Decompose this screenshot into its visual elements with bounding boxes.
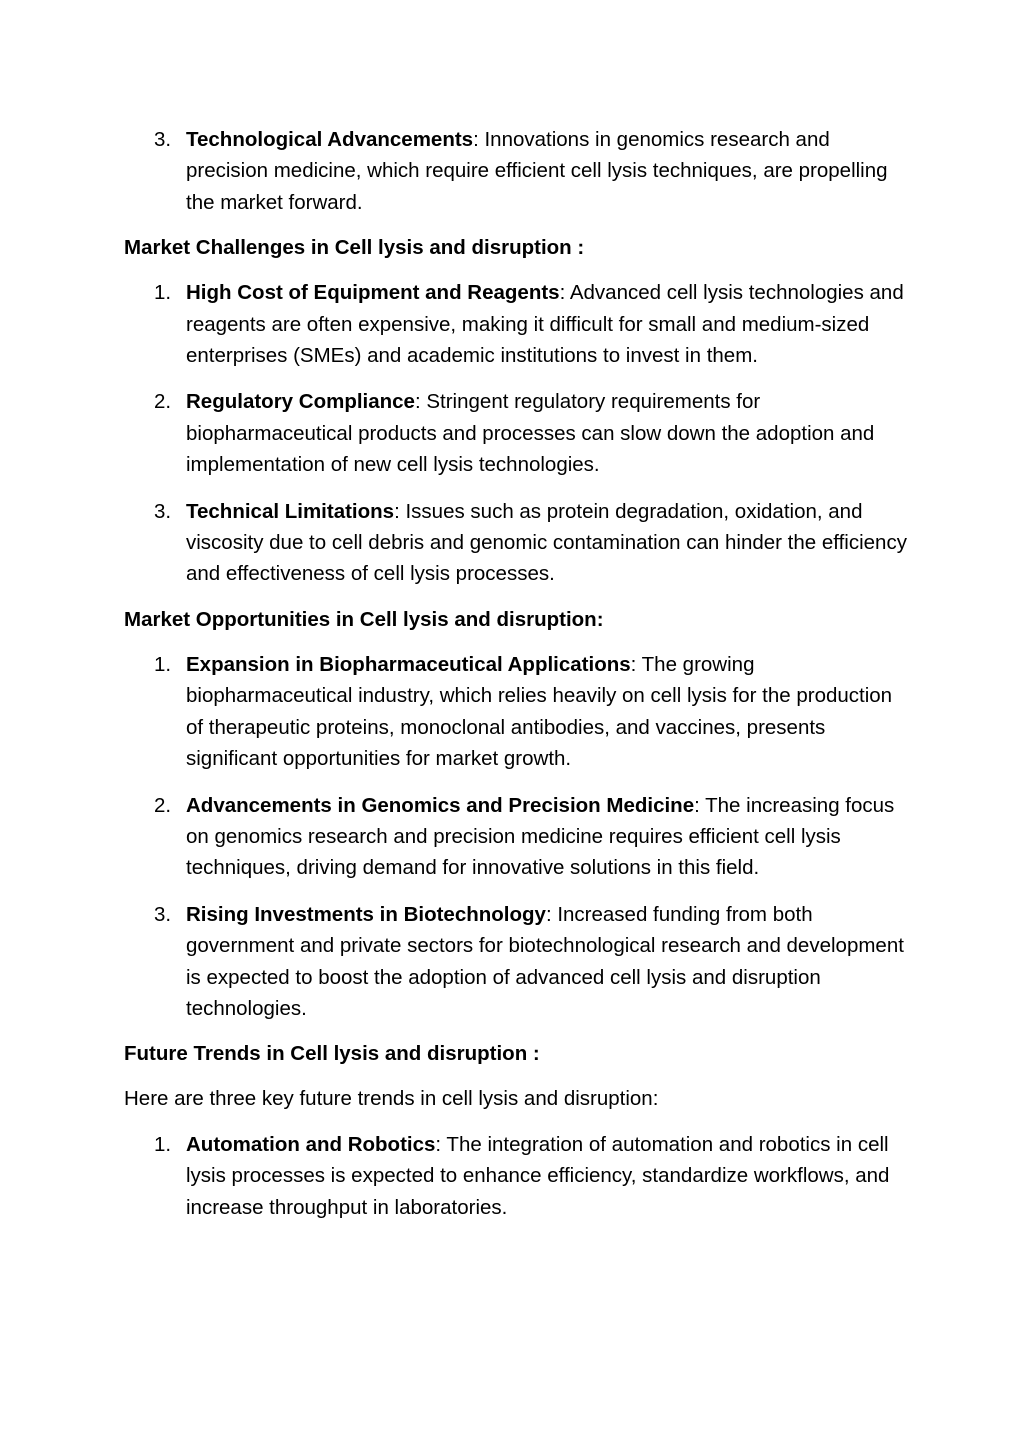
- list-number: 3.: [154, 902, 172, 926]
- list-number: 3.: [154, 128, 172, 151]
- item-description: : Issues such as protein degradation, oxidation, and viscosity due to cell debris and genomic contamination can hinder the efficiency and effectiveness of cell lysis processes.: [186, 499, 907, 586]
- section-heading-challenges: Market Challenges in Cell lysis and disruption :: [124, 236, 585, 260]
- list-number: 3.: [154, 499, 172, 523]
- item-term: Regulatory Compliance: [186, 390, 415, 414]
- item-term: Expansion in Biopharmaceutical Applications: [186, 652, 631, 676]
- item-description: : The increasing focus on genomics research and precision medicine requires efficient cell lysis techniques, driving demand for innovative solutions in this field.: [186, 793, 895, 880]
- list-item: [124, 124, 914, 218]
- item-term: Rising Investments in Biotechnology: [186, 902, 546, 926]
- item-term: Automation and Robotics: [186, 1132, 436, 1156]
- item-description: : Stringent regulatory requirements for biopharmaceutical products and processes can slow down the adoption and implementation of new cell lysis technologies.: [186, 390, 875, 477]
- item-term: High Cost of Equipment and Reagents: [186, 281, 560, 305]
- trends-list: [124, 1129, 914, 1223]
- section-heading-trends: Future Trends in Cell lysis and disruption :: [124, 1042, 540, 1066]
- list-item: [124, 496, 914, 590]
- trends-intro: Here are three key future trends in cell lysis and disruption:: [124, 1087, 659, 1111]
- item-description: : Increased funding from both government and private sectors for biotechnological research and development is expected to boost the adoption of advanced cell lysis and disruption technologies.: [186, 902, 904, 1020]
- list-item: [124, 649, 914, 775]
- opportunities-list: [124, 649, 914, 1024]
- item-term: Advancements in Genomics and Precision Medicine: [186, 793, 695, 817]
- section-heading-opportunities: Market Opportunities in Cell lysis and disruption:: [124, 607, 604, 631]
- list-item: [124, 277, 914, 371]
- list-item: [124, 386, 914, 480]
- list-number: 1.: [154, 652, 172, 676]
- list-number: 1.: [154, 1132, 172, 1156]
- item-description: : The growing biopharmaceutical industry, which relies heavily on cell lysis for the production of therapeutic proteins, monoclonal antibodies, and vaccines, presents significant opportunities for market growth.: [186, 652, 893, 771]
- drivers-list: [124, 124, 914, 218]
- item-description: : Advanced cell lysis technologies and reagents are often expensive, making it difficult for small and medium-sized enterprises (SMEs) and academic institutions to invest in them.: [186, 281, 904, 368]
- list-item: [124, 899, 914, 1025]
- item-term: Technical Limitations: [186, 499, 395, 523]
- list-item: [124, 790, 914, 884]
- item-term: Technological Advancements: [186, 128, 474, 151]
- item-description: : The integration of automation and robotics in cell lysis processes is expected to enhance efficiency, standardize workflows, and increase throughput in laboratories.: [186, 1132, 890, 1219]
- document-body: [124, 124, 914, 1223]
- list-item: [124, 1129, 914, 1223]
- list-number: 1.: [154, 281, 172, 305]
- list-number: 2.: [154, 390, 172, 414]
- challenges-list: [124, 277, 914, 590]
- item-description: : Innovations in genomics research and precision medicine, which require efficient cell lysis techniques, are propelling the market forward.: [186, 128, 888, 214]
- list-number: 2.: [154, 793, 172, 817]
